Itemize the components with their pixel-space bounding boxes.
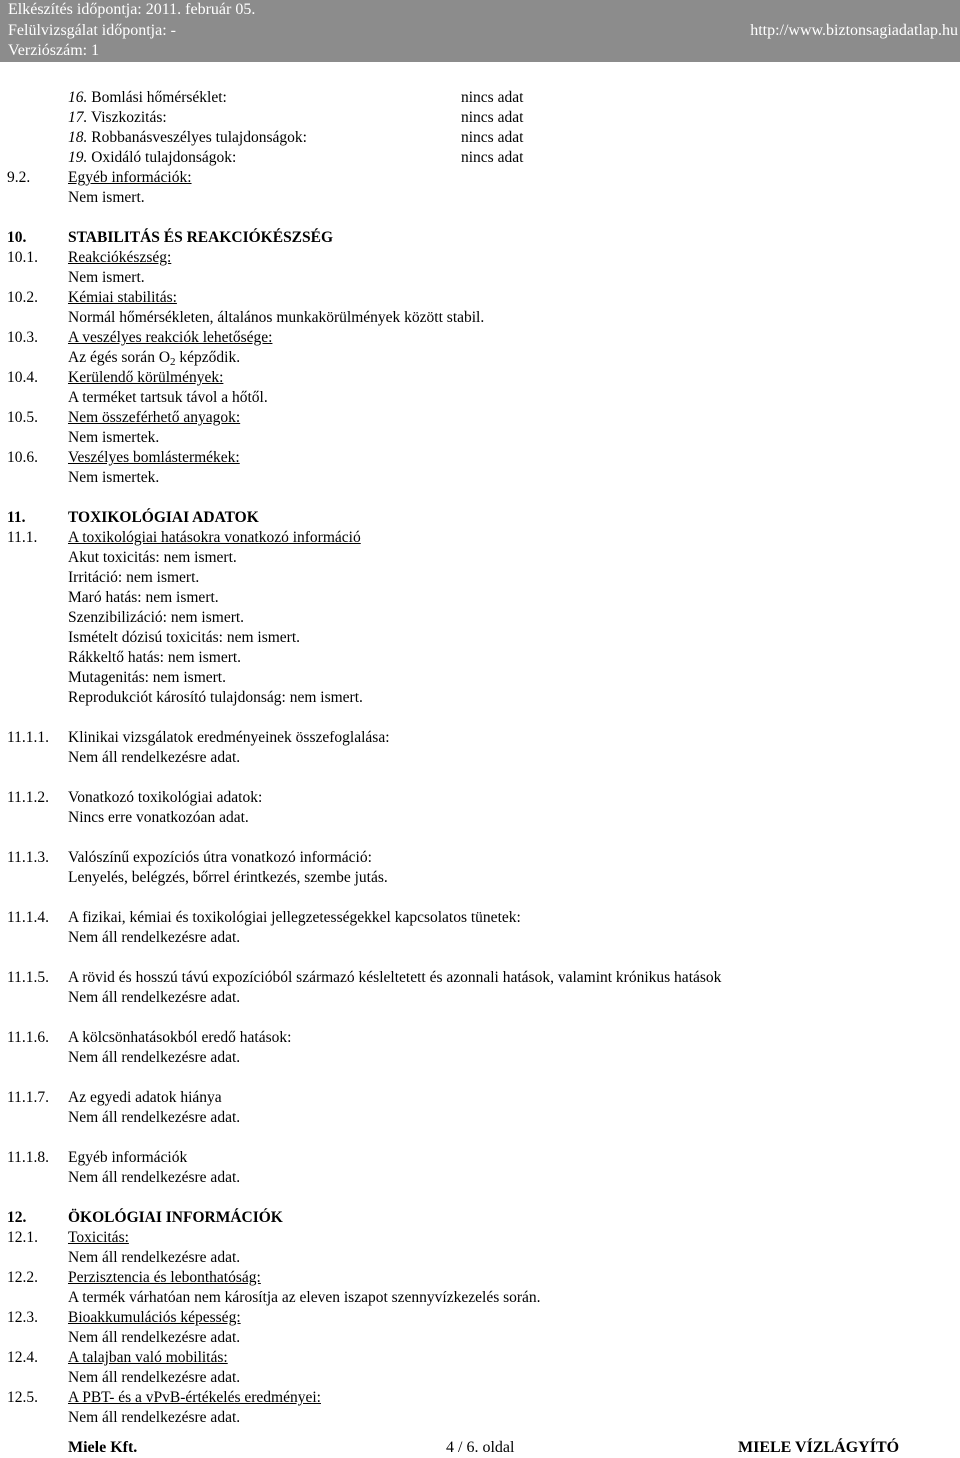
subsection-number: 11.1.4.	[7, 909, 50, 926]
subsection-number: 10.1.	[7, 249, 38, 266]
subsection-text: Nem ismert.	[68, 189, 145, 206]
subsection-number: 10.2.	[7, 289, 38, 306]
subsection-heading	[0, 168, 960, 188]
section-title: STABILITÁS ÉS REAKCIÓKÉSZSÉG	[68, 229, 334, 246]
subsection-title: Toxicitás:	[68, 1229, 129, 1246]
subsection-title: Vonatkozó toxikológiai adatok:	[68, 789, 263, 806]
subsection-text: Nem áll rendelkezésre adat.	[68, 1109, 241, 1126]
subsection-text: Nem áll rendelkezésre adat.	[68, 989, 241, 1006]
section-title: ÖKOLÓGIAI INFORMÁCIÓK	[68, 1209, 283, 1226]
property-label: Oxidáló tulajdonságok:	[91, 149, 237, 166]
tox-line: Ismételt dózisú toxicitás: nem ismert.	[68, 629, 301, 646]
subsection-text: A termék várhatóan nem károsítja az eleven iszapot szennyvízkezelés során.	[68, 1289, 541, 1306]
subsection-title: Veszélyes bomlástermékek:	[68, 449, 240, 466]
subsection-text: Nem áll rendelkezésre adat.	[68, 1169, 241, 1186]
subsection-text: Nem ismertek.	[68, 469, 160, 486]
property-value: nincs adat	[461, 129, 524, 146]
subsection-title: A talajban való mobilitás:	[68, 1349, 228, 1366]
subsection-title: Nem összeférhető anyagok:	[68, 409, 241, 426]
subsection-text: Nem ismertek.	[68, 429, 160, 446]
review-date: Felülvizsgálat időpontja: -	[8, 22, 176, 39]
section-number: 12.	[7, 1209, 27, 1226]
subsection-title: Az egyedi adatok hiánya	[68, 1089, 222, 1106]
subsection-title: A kölcsönhatásokból eredő hatások:	[68, 1029, 292, 1046]
text-part: képződik.	[175, 349, 241, 366]
property-number: 16.	[68, 89, 88, 106]
subsection-text	[68, 348, 240, 368]
subsection-number: 10.5.	[7, 409, 38, 426]
subsection-text: Nem ismert.	[68, 269, 145, 286]
tox-line: Mutagenitás: nem ismert.	[68, 669, 226, 686]
section-heading	[0, 228, 960, 248]
subsection-number: 11.1.6.	[7, 1029, 50, 1046]
property-label: Viszkozitás:	[90, 109, 167, 126]
property-row	[0, 128, 960, 148]
property-number: 17.	[68, 109, 88, 126]
subsection-number: 11.1.	[7, 529, 38, 546]
subsection-text: Nem áll rendelkezésre adat.	[68, 1409, 241, 1426]
subsection-title: Kerülendő körülmények:	[68, 369, 224, 386]
tox-line: Maró hatás: nem ismert.	[68, 589, 219, 606]
subsection-title: Klinikai vizsgálatok eredményeinek összefoglalása:	[68, 729, 390, 746]
section-number: 10.	[7, 229, 27, 246]
subsection-number: 10.4.	[7, 369, 38, 386]
subsection-text: Nem áll rendelkezésre adat.	[68, 929, 241, 946]
page-footer	[0, 1438, 960, 1458]
subsection-text: Nincs erre vonatkozóan adat.	[68, 809, 249, 826]
tox-line: Reprodukciót károsító tulajdonság: nem ismert.	[68, 689, 363, 706]
property-label: Bomlási hőmérséklet:	[91, 89, 227, 106]
subsection-title: Egyéb információk:	[68, 169, 192, 186]
property-value: nincs adat	[461, 89, 524, 106]
subsection-number: 12.3.	[7, 1309, 38, 1326]
section-title: TOXIKOLÓGIAI ADATOK	[68, 509, 259, 526]
subsection-number: 11.1.8.	[7, 1149, 50, 1166]
property-number: 18.	[68, 129, 88, 146]
subsection-text: Nem áll rendelkezésre adat.	[68, 1369, 241, 1386]
tox-line: Irritáció: nem ismert.	[68, 569, 200, 586]
tox-line: Akut toxicitás: nem ismert.	[68, 549, 237, 566]
property-label: Robbanásveszélyes tulajdonságok:	[91, 129, 307, 146]
page-header	[0, 0, 960, 62]
subsection-number: 12.1.	[7, 1229, 38, 1246]
text-part: Az égés során O	[68, 349, 171, 366]
subsection-number: 11.1.7.	[7, 1089, 50, 1106]
subsection-number: 12.4.	[7, 1349, 38, 1366]
page-number: 4 / 6. oldal	[446, 1439, 515, 1456]
document-body	[0, 88, 960, 1428]
version-number: Verziószám: 1	[8, 42, 100, 59]
section-number: 11.	[7, 509, 26, 526]
subsection-text: Lenyelés, belégzés, bőrrel érintkezés, szembe jutás.	[68, 869, 388, 886]
subsection-title: Valószínű expozíciós útra vonatkozó információ:	[68, 849, 372, 866]
subsection-number: 11.1.2.	[7, 789, 50, 806]
subsection-title: A toxikológiai hatásokra vonatkozó információ	[68, 529, 361, 546]
section-heading	[0, 508, 960, 528]
subsection-number: 10.3.	[7, 329, 38, 346]
property-row	[0, 108, 960, 128]
subsection-title: Egyéb információk	[68, 1149, 188, 1166]
subsection-number: 12.2.	[7, 1269, 38, 1286]
creation-date: Elkészítés időpontja: 2011. február 05.	[8, 1, 256, 18]
subsection-title: A PBT- és a vPvB-értékelés eredményei:	[68, 1389, 321, 1406]
subsection-title: Kémiai stabilitás:	[68, 289, 177, 306]
subsection-text: Nem áll rendelkezésre adat.	[68, 1329, 241, 1346]
website-url: http://www.biztonsagiadatlap.hu	[750, 22, 958, 39]
subsection-text: A terméket tartsuk távol a hőtől.	[68, 389, 268, 406]
subsection-text: Nem áll rendelkezésre adat.	[68, 1249, 241, 1266]
subsection-text: Normál hőmérsékleten, általános munkakörülmények között stabil.	[68, 309, 485, 326]
subsection-title: A fizikai, kémiai és toxikológiai jellegzetességekkel kapcsolatos tünetek:	[68, 909, 521, 926]
subsection-title: Perzisztencia és lebonthatóság:	[68, 1269, 261, 1286]
product-name: MIELE VÍZLÁGYÍTÓ	[738, 1439, 900, 1456]
subsection-text: Nem áll rendelkezésre adat.	[68, 749, 241, 766]
subsection-title: Reakciókészség:	[68, 249, 172, 266]
tox-line: Rákkeltő hatás: nem ismert.	[68, 649, 242, 666]
subsection-number: 10.6.	[7, 449, 38, 466]
property-value: nincs adat	[461, 109, 524, 126]
property-row	[0, 148, 960, 168]
subsection-number: 11.1.5.	[7, 969, 50, 986]
subsection-number: 11.1.1.	[7, 729, 50, 746]
subsection-title: A rövid és hosszú távú expozícióból származó késleltetett és azonnali hatások, valamint krónikus hatások	[68, 969, 722, 986]
subsection-number: 11.1.3.	[7, 849, 50, 866]
company-name: Miele Kft.	[68, 1439, 138, 1456]
subsection-title: Bioakkumulációs képesség:	[68, 1309, 241, 1326]
subsection-title: A veszélyes reakciók lehetősége:	[68, 329, 273, 346]
property-row	[0, 88, 960, 108]
property-number: 19.	[68, 149, 88, 166]
subscript: 2	[170, 356, 176, 368]
subsection-number: 9.2.	[7, 169, 31, 186]
property-value: nincs adat	[461, 149, 524, 166]
tox-line: Szenzibilizáció: nem ismert.	[68, 609, 245, 626]
subsection-number: 12.5.	[7, 1389, 38, 1406]
subsection-text: Nem áll rendelkezésre adat.	[68, 1049, 241, 1066]
section-heading	[0, 1208, 960, 1228]
